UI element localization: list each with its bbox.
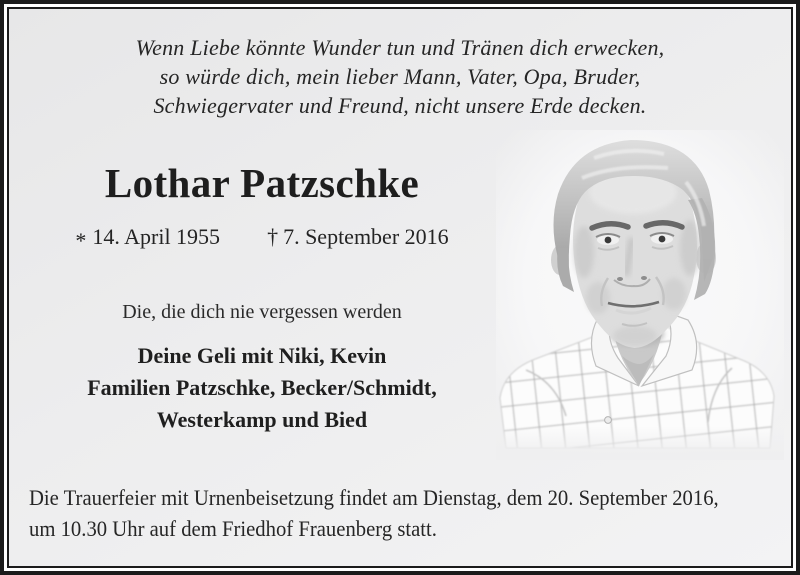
deceased-name: Lothar Patzschke <box>104 160 420 206</box>
mourners-block <box>28 340 496 436</box>
birth-date: 14. April 1955 <box>92 224 221 249</box>
born-star-symbol: * <box>75 228 87 253</box>
memorial-quote <box>9 33 791 120</box>
death-date-item <box>267 224 449 250</box>
death-cross-symbol: † <box>267 224 279 249</box>
remembrance-line: Die, die dich nie vergessen werden <box>122 301 402 323</box>
memorial-quote-line-3: Schwiegervater und Freund, nicht unsere Erde decken. <box>153 93 647 118</box>
mourners-line-3: Westerkamp und Bied <box>156 407 368 432</box>
funeral-info <box>29 482 743 544</box>
birth-date-item <box>75 224 221 253</box>
funeral-info-line-2: um 10.30 Uhr auf dem Friedhof Frauenberg statt. <box>29 516 437 541</box>
mourners-line-1: Deine Geli mit Niki, Kevin <box>137 343 387 368</box>
notice-inner-frame <box>7 7 793 568</box>
mourners-line-2: Familien Patzschke, Becker/Schmidt, <box>87 375 437 400</box>
death-date: 7. September 2016 <box>283 224 449 249</box>
funeral-info-line-1: Die Trauerfeier mit Urnenbeisetzung findet am Dienstag, dem 20. September 2016, <box>29 485 719 510</box>
portrait-illustration <box>496 130 784 460</box>
memorial-quote-line-1: Wenn Liebe könnte Wunder tun und Tränen dich erwecken, <box>135 35 665 60</box>
memorial-quote-line-2: so würde dich, mein lieber Mann, Vater, Opa, Bruder, <box>159 64 641 89</box>
life-dates <box>28 224 496 253</box>
portrait-photo <box>496 130 784 460</box>
